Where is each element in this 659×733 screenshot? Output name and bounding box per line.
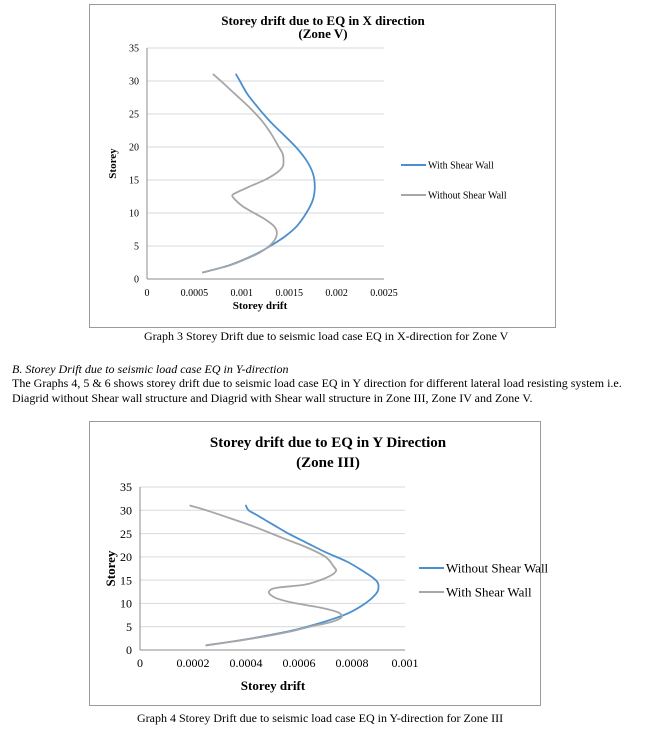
graph-3-caption: Graph 3 Storey Drift due to seismic load case EQ in X-direction for Zone V (144, 329, 509, 343)
y-tick-label: 25 (120, 526, 132, 541)
y-tick-label: 5 (134, 241, 139, 253)
chart-title: Storey drift due to EQ in Y Direction (209, 435, 447, 451)
y-tick-label: 30 (120, 503, 132, 518)
x-tick-label: 0.0015 (275, 288, 303, 299)
x-tick-label: 0.0005 (180, 288, 209, 299)
x-axis-label: Storey drift (240, 678, 306, 693)
chart-svg (90, 422, 549, 705)
x-tick-label: 0.0006 (282, 656, 316, 670)
y-tick-label: 0 (134, 274, 139, 286)
y-tick-label: 20 (120, 550, 132, 565)
y-tick-label: 35 (120, 480, 132, 495)
chart-subtitle: (Zone V) (298, 26, 348, 41)
chart-storey-drift-y-zone-iii (89, 421, 549, 706)
x-tick-label: 0.001 (391, 656, 419, 670)
series-line-with-shear-wall (190, 506, 342, 646)
legend-label: Without Shear Wall (446, 560, 549, 576)
legend-label: With Shear Wall (428, 160, 494, 172)
y-tick-label: 15 (120, 573, 132, 588)
series-line-with-shear-wall (203, 74, 315, 272)
x-tick-label: 0 (137, 656, 143, 670)
y-tick-label: 30 (129, 76, 139, 88)
y-tick-label: 20 (129, 142, 139, 154)
y-axis-label: Storey (103, 550, 118, 587)
y-axis-label: Storey (107, 148, 119, 179)
graph-4-caption: Graph 4 Storey Drift due to seismic load case EQ in Y-direction for Zone III (137, 711, 504, 725)
x-tick-label: 0 (144, 288, 150, 299)
chart-subtitle: (Zone III) (296, 455, 360, 471)
y-tick-label: 0 (126, 643, 132, 658)
y-tick-label: 25 (129, 109, 139, 121)
y-tick-label: 10 (129, 208, 139, 220)
x-tick-label: 0.0002 (176, 656, 210, 670)
x-tick-label: 0.001 (230, 288, 254, 299)
chart-title: Storey drift due to EQ in X direction (221, 13, 425, 28)
series-line-without-shear-wall (206, 506, 378, 646)
y-tick-label: 35 (129, 43, 139, 55)
chart-storey-drift-x-zone-v (89, 4, 556, 328)
y-tick-label: 5 (126, 619, 132, 634)
x-tick-label: 0.002 (325, 288, 348, 299)
x-tick-label: 0.0008 (335, 656, 369, 670)
legend-label: With Shear Wall (446, 584, 532, 600)
y-tick-label: 15 (129, 175, 139, 187)
legend-label: Without Shear Wall (428, 190, 507, 202)
section-heading: B. Storey Drift due to seismic load case EQ in Y-direction (12, 362, 289, 376)
section-paragraph: The Graphs 4, 5 & 6 shows storey drift due to seismic load case EQ in Y direction for different lateral load resisting system i.e. Diagrid without Shear wall structure and Diagrid with Shear wall structure in Zone III, Zone IV and Zone V. (12, 376, 622, 405)
x-tick-label: 0.0025 (370, 288, 398, 299)
chart-svg (90, 5, 555, 327)
x-tick-label: 0.0004 (229, 656, 263, 670)
series-line-without-shear-wall (203, 74, 284, 272)
x-axis-label: Storey drift (232, 300, 288, 312)
y-tick-label: 10 (120, 596, 132, 611)
